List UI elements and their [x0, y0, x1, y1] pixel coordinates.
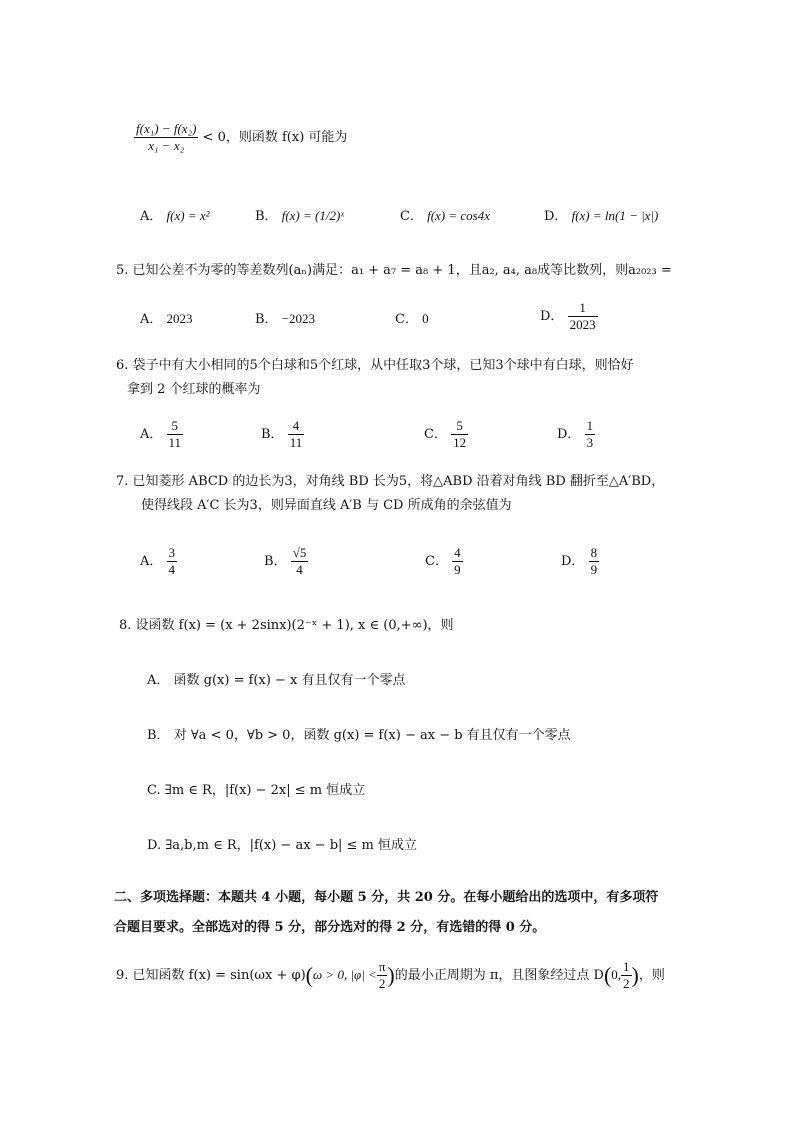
frac-den: 2023	[569, 317, 596, 332]
frac-num: 4	[454, 545, 461, 560]
frac-num: π	[378, 959, 386, 974]
option-label: B．	[255, 312, 278, 327]
option-text: ∃a,b,m ∈ R，|f(x) − ax − b| ≤ m 恒成立	[165, 838, 418, 853]
option-label: A．	[140, 427, 163, 442]
option-fraction	[291, 545, 309, 578]
q6-number: 6.	[116, 358, 129, 373]
frac-num: 4	[288, 418, 305, 435]
option-fraction	[167, 545, 178, 578]
q8-number: 8.	[119, 618, 132, 633]
q7-option-b	[264, 545, 308, 578]
frac-den: 3	[586, 435, 594, 450]
option-expr: f(x) = x²	[166, 208, 210, 223]
option-expr: f(x) = cos4x	[427, 208, 491, 223]
q7-text-1: 已知菱形 ABCD 的边长为3，对角线 BD 长为5，将△ABD 沿着对角线 BD 翻折至△A′BD，	[132, 474, 665, 489]
q4-option-c	[400, 207, 490, 226]
frac-den: 2	[378, 976, 386, 991]
option-label: A．	[140, 312, 163, 327]
option-fraction	[589, 545, 600, 578]
frac-den: 12	[453, 435, 467, 450]
q9-paren-close: )	[387, 962, 395, 988]
q6-option-c	[424, 418, 468, 451]
q6-text-1: 袋子中有大小相同的5个白球和5个红球，从中任取3个球，已知3个球中有白球，则恰好	[132, 358, 634, 373]
q7-stem-line1	[116, 473, 664, 491]
q9-text-b: 的最小正周期为 π，且图象经过点 D	[394, 968, 604, 983]
option-text: 函数 g(x) = f(x) − x 有且仅有一个零点	[173, 673, 406, 688]
frac-den: 9	[590, 562, 598, 577]
option-label: D.	[147, 838, 162, 853]
frac-num: 1	[623, 959, 630, 974]
option-label: D．	[557, 427, 581, 442]
q7-option-d	[561, 545, 599, 578]
q6-option-a	[140, 418, 183, 451]
option-expr: f(x) = ln(1 − |x|)	[571, 208, 659, 223]
q5-option-c	[395, 310, 429, 329]
option-label: C.	[147, 783, 161, 798]
option-label: C．	[425, 554, 448, 569]
q9-point-open: (	[603, 962, 612, 988]
option-label: A．	[140, 209, 163, 224]
q5-number: 5.	[116, 263, 129, 278]
option-label: B．	[261, 427, 284, 442]
q4-text: < 0，则函数 f(x) 可能为	[202, 130, 348, 145]
option-label: D．	[544, 209, 568, 224]
frac-den: 4	[296, 562, 303, 577]
q7-number: 7.	[116, 474, 129, 489]
option-fraction	[167, 418, 184, 451]
q8-stem	[119, 617, 454, 635]
frac-num: 5	[167, 418, 184, 435]
q6-option-b	[261, 418, 304, 451]
q6-option-d	[557, 418, 595, 451]
q9-text-a: 已知函数 f(x) = sin(ωx + φ)	[132, 968, 306, 983]
option-label: D．	[540, 309, 564, 324]
q4-frac-num: f(x₁) − f(x₂)	[136, 121, 197, 136]
q5-text: 已知公差不为零的等差数列(aₙ)满足：a₁ + a₇ = a₈ + 1，且a₂, a₄, a₈成等比数列，则a₂₀₂₃ =	[132, 263, 672, 278]
q9-number: 9.	[116, 968, 129, 983]
q6-stem-line2	[127, 381, 261, 399]
section2-heading-line2: 合题目要求。全部选对的得 5 分，部分选对的得 2 分，有选错的得 0 分。	[114, 920, 546, 935]
q8-option-d	[147, 837, 417, 855]
option-fraction	[568, 300, 598, 333]
q4-condition	[134, 121, 347, 154]
frac-num: 3	[168, 545, 176, 560]
option-fraction	[452, 545, 463, 578]
frac-den: 11	[168, 435, 182, 450]
q4-option-d	[544, 207, 658, 226]
frac-num: √5	[292, 545, 307, 560]
q4-frac-den: x₁ − x₂	[148, 138, 185, 153]
option-value: 2023	[166, 311, 193, 326]
q5-option-a	[140, 310, 193, 329]
frac-den: 4	[168, 562, 176, 577]
section2-heading-line1: 二、多项选择题：本题共 4 小题，每小题 5 分，共 20 分。在每小题给出的选项中，有多项符	[114, 890, 659, 905]
option-label: C．	[400, 209, 423, 224]
q4-fraction	[134, 121, 198, 154]
frac-den: 2	[623, 976, 630, 991]
q8-text: 设函数 f(x) = (x + 2sinx)(2⁻ˣ + 1), x ∈ (0,+∞)，则	[135, 618, 454, 633]
q4-option-a	[140, 207, 210, 226]
option-label: B．	[255, 209, 278, 224]
frac-den: 11	[289, 435, 303, 450]
q9-text-c: ，则	[638, 968, 665, 983]
q6-text-2: 拿到 2 个红球的概率为	[127, 382, 261, 397]
option-fraction	[451, 418, 468, 451]
q4-option-b	[255, 207, 344, 226]
frac-num: 1	[586, 418, 594, 433]
q9-point-x: 0,	[611, 967, 622, 982]
option-label: A．	[147, 673, 170, 688]
option-label: B．	[264, 554, 287, 569]
option-text: ∃m ∈ R，|f(x) − 2x| ≤ m 恒成立	[164, 783, 366, 798]
option-text: 对 ∀a < 0，∀b > 0，函数 g(x) = f(x) − ax − b 有且仅有一个零点	[173, 728, 571, 743]
q7-text-2: 使得线段 A′C 长为3，则异面直线 A′B 与 CD 所成角的余弦值为	[141, 498, 512, 513]
q9-paren-open: (	[305, 962, 313, 988]
option-fraction	[585, 418, 596, 451]
q5-option-b	[255, 310, 315, 329]
frac-num: 1	[568, 300, 598, 317]
q7-option-a	[140, 545, 177, 578]
option-label: C．	[424, 427, 447, 442]
q9-condition: ω > 0, |φ| <	[313, 967, 377, 982]
q8-option-c	[147, 782, 365, 800]
q5-option-d	[540, 300, 598, 333]
frac-num: 5	[451, 418, 468, 435]
option-label: B．	[147, 728, 170, 743]
q9-point-close: )	[631, 962, 639, 988]
q9-pi-fraction	[377, 959, 388, 992]
q7-stem-line2	[141, 497, 512, 515]
option-value: 0	[422, 311, 429, 326]
q9-stem	[116, 958, 665, 993]
q8-option-a	[147, 672, 406, 690]
q8-option-b	[147, 727, 571, 745]
q6-stem-line1	[116, 357, 634, 375]
q5-stem	[116, 262, 672, 280]
option-label: A．	[140, 554, 163, 569]
option-expr: f(x) = (1/2)ˣ	[281, 208, 344, 223]
frac-den: 9	[454, 562, 461, 577]
option-fraction	[288, 418, 305, 451]
option-label: C．	[395, 312, 418, 327]
option-value: −2023	[281, 311, 316, 326]
option-label: D．	[561, 554, 585, 569]
frac-num: 8	[590, 545, 598, 560]
q7-option-c	[425, 545, 463, 578]
q9-point-fraction	[621, 959, 632, 992]
